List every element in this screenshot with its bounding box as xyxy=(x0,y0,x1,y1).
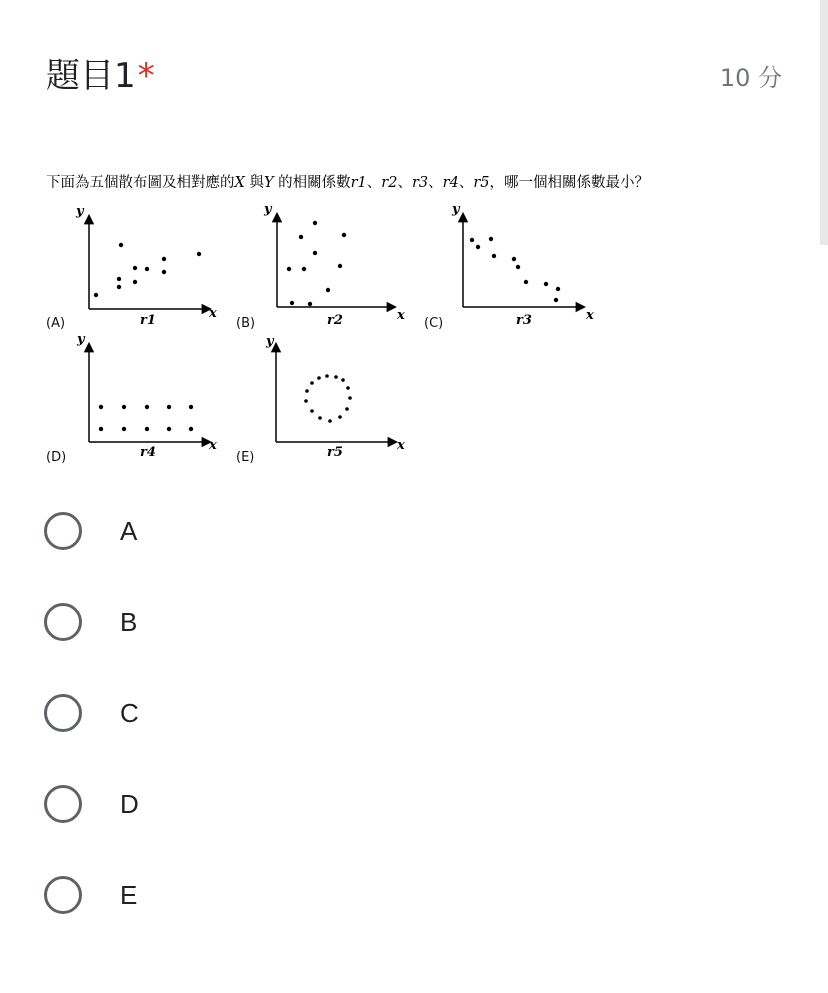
question-points: 10 分 xyxy=(719,64,782,92)
plot-e-y-axis: y xyxy=(266,334,274,349)
option-c[interactable] xyxy=(44,688,139,779)
plot-e-label: (E) xyxy=(236,450,255,465)
option-label[interactable]: A xyxy=(120,516,138,546)
separator: 、 xyxy=(458,175,474,191)
radio-button[interactable] xyxy=(44,785,82,823)
plot-e-caption: r5 xyxy=(327,445,343,460)
coeff-r3: r3 xyxy=(411,175,429,191)
question-text xyxy=(46,172,649,194)
question-text-suffix: ，哪一個相關係數最小？ xyxy=(489,175,649,191)
separator: 、 xyxy=(397,175,412,191)
option-d[interactable] xyxy=(44,779,139,870)
question-text-mid: 的相關係數 xyxy=(278,175,351,191)
plot-c-x-axis: x xyxy=(586,308,594,323)
question-title-text: 題目1 xyxy=(46,56,136,96)
question-text-and: 與 xyxy=(249,175,264,191)
plot-c xyxy=(424,202,594,331)
option-a[interactable] xyxy=(44,506,139,597)
scrollbar[interactable] xyxy=(820,0,828,245)
plot-b-y-axis: y xyxy=(264,202,272,217)
plot-a-x-axis: x xyxy=(209,306,217,321)
option-label[interactable]: B xyxy=(120,607,138,637)
required-asterisk: * xyxy=(137,56,155,96)
plot-c-caption: r3 xyxy=(516,313,532,328)
var-y: Y xyxy=(263,175,274,191)
coeff-r5: r5 xyxy=(473,175,490,191)
question-title xyxy=(46,54,155,98)
radio-button[interactable] xyxy=(44,512,82,550)
plot-a-label: (A) xyxy=(46,316,66,331)
radio-button[interactable] xyxy=(44,694,82,732)
plot-a xyxy=(46,204,217,331)
scatter-plots-figure xyxy=(40,196,610,471)
coeff-r4: r4 xyxy=(442,175,459,191)
plot-c-label: (C) xyxy=(424,316,444,331)
coeff-r1: r1 xyxy=(350,175,367,191)
radio-button[interactable] xyxy=(44,876,82,914)
option-e[interactable] xyxy=(44,870,139,961)
plot-b xyxy=(236,202,405,331)
plot-b-label: (B) xyxy=(236,316,256,331)
plot-d-label: (D) xyxy=(46,450,67,465)
plot-a-caption: r1 xyxy=(140,313,156,328)
option-label[interactable]: E xyxy=(120,880,138,910)
var-x: X xyxy=(234,175,245,191)
separator: 、 xyxy=(366,175,382,191)
radio-button[interactable] xyxy=(44,603,82,641)
plot-b-caption: r2 xyxy=(327,313,343,328)
answer-options xyxy=(44,506,139,961)
separator: 、 xyxy=(428,175,443,191)
plot-a-y-axis: y xyxy=(76,204,84,219)
plot-c-y-axis: y xyxy=(452,202,460,217)
option-label[interactable]: D xyxy=(120,789,139,819)
plot-e xyxy=(236,334,405,465)
plot-d xyxy=(46,332,217,465)
coeff-r2: r2 xyxy=(381,175,398,191)
option-label[interactable]: C xyxy=(120,698,139,728)
question-text-prefix: 下面為五個散布圖及相對應的 xyxy=(46,175,235,191)
plot-b-x-axis: x xyxy=(397,308,405,323)
option-b[interactable] xyxy=(44,597,139,688)
plot-d-x-axis: x xyxy=(209,438,217,453)
plot-e-x-axis: x xyxy=(397,438,405,453)
plot-d-y-axis: y xyxy=(77,332,85,347)
plot-d-caption: r4 xyxy=(140,445,156,460)
